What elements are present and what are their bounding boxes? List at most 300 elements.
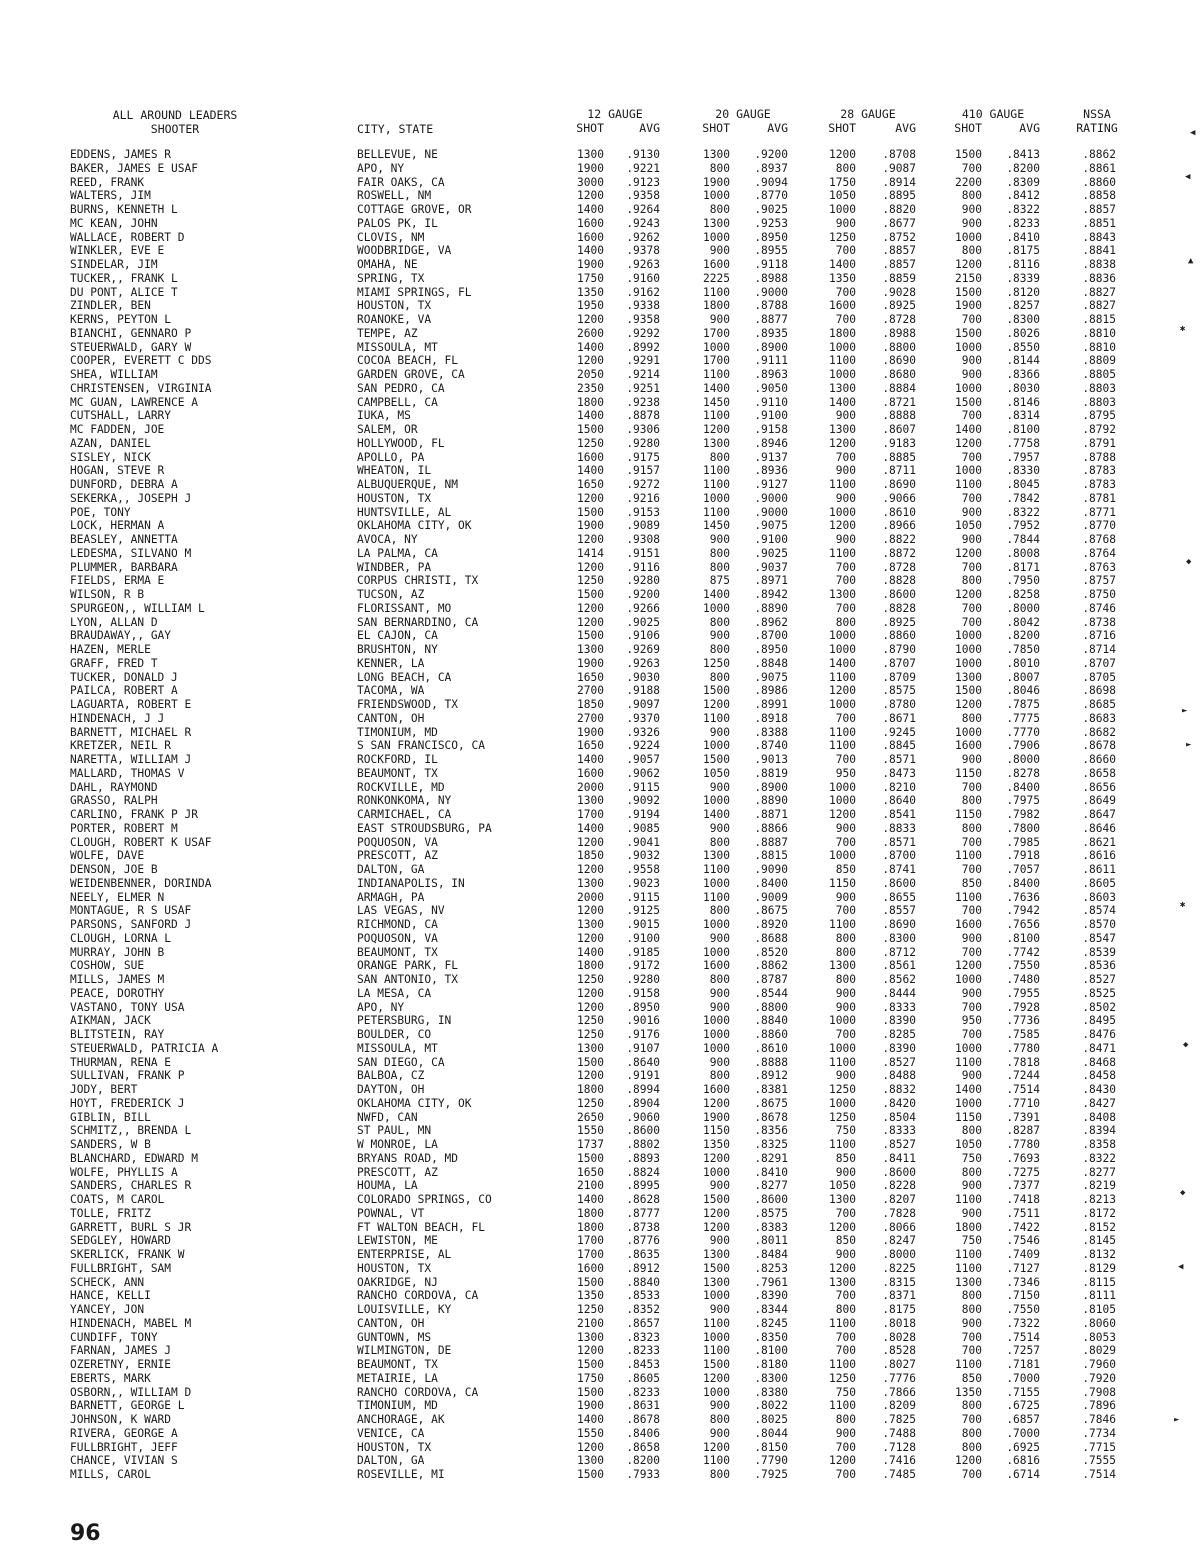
row-12-avg: .9378: [626, 244, 660, 258]
gauge-12-shot-header: SHOT: [576, 121, 604, 135]
row-name: GARRETT, BURL S JR: [70, 1220, 192, 1234]
edge-mark: ◆: [1186, 557, 1192, 567]
row-410-shot: 700: [961, 945, 982, 959]
row-12-shot: 1250: [577, 436, 604, 450]
row-12-avg: .8631: [626, 1399, 660, 1413]
row-20-avg: .8912: [754, 1069, 788, 1083]
row-28-avg: .8728: [882, 560, 916, 574]
table-row: [0, 1138, 1200, 1152]
row-20-shot: 1300: [703, 849, 730, 863]
row-28-avg: .8371: [882, 1289, 916, 1303]
row-410-avg: .7257: [1006, 1344, 1040, 1358]
row-name: MC FADDEN, JOE: [70, 423, 165, 436]
row-410-avg: .8314: [1006, 409, 1040, 423]
row-410-shot: 1000: [955, 464, 982, 478]
row-name: LOCK, HERMAN A: [70, 519, 165, 533]
row-28-avg: .9183: [882, 436, 916, 450]
table-row: [0, 849, 1200, 863]
row-12-avg: .9188: [626, 684, 660, 698]
row-12-shot: 1400: [577, 821, 604, 835]
row-410-shot: 900: [961, 533, 982, 546]
row-28-avg: .8390: [882, 1014, 916, 1028]
row-12-avg: .9243: [626, 216, 660, 230]
row-20-shot: 2225: [703, 271, 730, 285]
row-28-shot: 700: [835, 1330, 856, 1344]
row-rating: .8757: [1082, 574, 1116, 588]
row-12-shot: 1800: [577, 1206, 604, 1220]
gauge-20-avg-header: AVG: [767, 121, 788, 135]
row-20-avg: .8388: [754, 725, 788, 739]
row-410-avg: .6925: [1006, 1440, 1040, 1454]
row-12-shot: 1900: [577, 519, 604, 533]
row-12-avg: .8533: [626, 1289, 660, 1303]
table-row: [0, 1124, 1200, 1138]
row-20-shot: 1150: [703, 1124, 730, 1138]
table-row: [0, 588, 1200, 602]
row-20-avg: .8770: [754, 189, 788, 203]
row-20-avg: .8390: [754, 1289, 788, 1303]
row-410-avg: .7422: [1006, 1220, 1040, 1234]
row-28-avg: .8066: [882, 1220, 916, 1234]
row-410-shot: 1000: [955, 381, 982, 395]
row-name: SANDERS, CHARLES R: [70, 1179, 192, 1193]
row-city: PALOS PK, IL: [357, 216, 438, 230]
row-28-shot: 1200: [829, 436, 856, 450]
row-20-avg: .8819: [754, 766, 788, 780]
table-row: [0, 506, 1200, 520]
table-row: [0, 217, 1200, 231]
row-12-avg: .8605: [626, 1371, 660, 1385]
row-410-avg: .7780: [1006, 1041, 1040, 1055]
row-20-shot: 1500: [703, 684, 730, 698]
row-20-avg: .9037: [754, 560, 788, 574]
row-12-shot: 1200: [577, 1000, 604, 1014]
table-row: [0, 396, 1200, 410]
row-20-avg: .8410: [754, 1165, 788, 1179]
row-12-avg: .9153: [626, 505, 660, 519]
row-rating: .8803: [1082, 395, 1116, 409]
row-12-shot: 1600: [577, 766, 604, 780]
row-12-avg: .9308: [626, 533, 660, 546]
row-rating: .8527: [1082, 973, 1116, 986]
row-12-avg: .9194: [626, 808, 660, 821]
row-12-shot: 1200: [577, 1344, 604, 1358]
row-28-avg: .8709: [882, 670, 916, 684]
table-row: [0, 382, 1200, 396]
row-28-avg: .7416: [882, 1454, 916, 1468]
row-410-avg: .8171: [1006, 560, 1040, 574]
row-410-shot: 800: [961, 711, 982, 725]
row-28-avg: .8872: [882, 546, 916, 560]
row-28-shot: 1200: [829, 1454, 856, 1468]
row-name: POE, TONY: [70, 505, 131, 519]
row-12-avg: .8352: [626, 1303, 660, 1316]
table-row: [0, 1317, 1200, 1331]
row-28-avg: .8707: [882, 656, 916, 670]
row-20-avg: .8678: [754, 1110, 788, 1124]
row-20-shot: 1000: [703, 1014, 730, 1028]
row-12-shot: 1400: [577, 945, 604, 959]
row-city: PRESCOTT, AZ: [357, 849, 438, 863]
row-20-shot: 1000: [703, 1028, 730, 1041]
row-name: OZERETNY, ERNIE: [70, 1358, 172, 1371]
row-28-shot: 950: [835, 766, 856, 780]
row-410-shot: 900: [961, 216, 982, 230]
row-410-avg: .8258: [1006, 588, 1040, 601]
row-name: CLOUGH, LORNA L: [70, 931, 172, 945]
row-28-avg: .8741: [882, 863, 916, 876]
row-name: BURNS, KENNETH L: [70, 203, 178, 216]
row-28-shot: 1000: [829, 505, 856, 519]
row-city: BRUSHTON, NY: [357, 643, 438, 656]
row-20-avg: .8862: [754, 959, 788, 973]
row-28-shot: 1350: [829, 271, 856, 285]
row-28-avg: .8885: [882, 450, 916, 464]
row-28-avg: .8966: [882, 519, 916, 533]
row-28-shot: 1400: [829, 395, 856, 409]
row-city: OAKRIDGE, NJ: [357, 1275, 438, 1289]
row-410-avg: .8322: [1006, 505, 1040, 519]
row-city: HOLLYWOOD, FL: [357, 436, 445, 450]
row-city: APO, NY: [357, 161, 405, 175]
row-410-shot: 700: [961, 1028, 982, 1041]
row-410-shot: 1000: [955, 230, 982, 244]
table-row: [0, 1166, 1200, 1180]
row-20-avg: .8991: [754, 698, 788, 711]
row-20-avg: .9200: [754, 148, 788, 161]
row-12-shot: 1200: [577, 904, 604, 918]
row-410-shot: 1200: [955, 436, 982, 450]
row-20-shot: 1450: [703, 519, 730, 533]
row-name: COOPER, EVERETT C DDS: [70, 354, 212, 368]
row-name: SCHECK, ANN: [70, 1275, 145, 1289]
row-28-avg: .8600: [882, 1165, 916, 1179]
row-rating: .8658: [1082, 766, 1116, 780]
row-12-shot: 1650: [577, 739, 604, 753]
row-12-shot: 1850: [577, 698, 604, 711]
row-city: RANCHO CORDOVA, CA: [357, 1289, 479, 1303]
row-rating: .8570: [1082, 918, 1116, 931]
row-20-avg: .8245: [754, 1316, 788, 1330]
row-20-avg: .8100: [754, 1344, 788, 1358]
row-name: HANCE, KELLI: [70, 1289, 151, 1303]
row-12-shot: 1200: [577, 1069, 604, 1083]
row-28-avg: .8225: [882, 1261, 916, 1275]
row-410-shot: 1500: [955, 148, 982, 161]
row-410-shot: 850: [961, 1371, 982, 1385]
row-city: BEAUMONT, TX: [357, 1358, 438, 1371]
row-410-avg: .7181: [1006, 1358, 1040, 1371]
row-20-shot: 800: [709, 1413, 730, 1426]
row-12-shot: 1600: [577, 216, 604, 230]
table-row: [0, 148, 1200, 162]
row-28-shot: 900: [835, 1000, 856, 1014]
row-city: LOUISVILLE, KY: [357, 1303, 452, 1316]
row-name: CUTSHALL, LARRY: [70, 409, 172, 423]
row-12-shot: 1800: [577, 959, 604, 973]
row-12-shot: 1400: [577, 1413, 604, 1426]
row-20-shot: 800: [709, 615, 730, 629]
row-28-avg: .8752: [882, 230, 916, 244]
row-410-avg: .7955: [1006, 986, 1040, 1000]
table-row: [0, 258, 1200, 272]
row-20-shot: 900: [709, 1000, 730, 1014]
row-20-shot: 1300: [703, 1248, 730, 1261]
row-20-avg: .7790: [754, 1454, 788, 1468]
row-city: OKLAHOMA CITY, OK: [357, 1096, 472, 1110]
row-28-shot: 1400: [829, 656, 856, 670]
row-city: POQUOSON, VA: [357, 931, 438, 945]
row-20-avg: .8950: [754, 230, 788, 244]
row-name: COSHOW, SUE: [70, 959, 145, 973]
row-20-avg: .8936: [754, 464, 788, 478]
row-20-avg: .9000: [754, 505, 788, 519]
row-20-shot: 1100: [703, 505, 730, 519]
row-28-shot: 700: [835, 574, 856, 588]
row-rating: .8858: [1082, 189, 1116, 203]
row-410-shot: 850: [961, 876, 982, 890]
row-12-avg: .8628: [626, 1193, 660, 1206]
row-12-avg: .7933: [626, 1468, 660, 1481]
row-city: NWFD, CAN: [357, 1110, 418, 1124]
row-city: COLORADO SPRINGS, CO: [357, 1193, 492, 1206]
row-city: INDIANAPOLIS, IN: [357, 876, 465, 890]
table-row: [0, 1248, 1200, 1262]
row-20-shot: 1000: [703, 230, 730, 244]
row-410-shot: 700: [961, 491, 982, 505]
row-city: RANCHO CORDOVA, CA: [357, 1385, 479, 1399]
row-city: ROANOKE, VA: [357, 313, 432, 326]
row-12-shot: 2650: [577, 1110, 604, 1124]
row-city: WOODBRIDGE, VA: [357, 244, 452, 258]
row-rating: .8809: [1082, 354, 1116, 368]
row-20-shot: 1100: [703, 368, 730, 381]
row-city: LA MESA, CA: [357, 986, 432, 1000]
row-rating: .8322: [1082, 1151, 1116, 1165]
row-12-avg: .9358: [626, 313, 660, 326]
row-rating: .8857: [1082, 203, 1116, 216]
row-rating: .8029: [1082, 1344, 1116, 1358]
row-rating: .8841: [1082, 244, 1116, 258]
row-name: TUCKER,, FRANK L: [70, 271, 178, 285]
row-12-shot: 1650: [577, 670, 604, 684]
row-28-shot: 700: [835, 1206, 856, 1220]
row-city: DALTON, GA: [357, 863, 425, 876]
row-28-shot: 1100: [829, 1358, 856, 1371]
table-row: [0, 1427, 1200, 1441]
row-12-avg: .9338: [626, 299, 660, 313]
row-rating: .7734: [1082, 1426, 1116, 1440]
row-20-avg: .9025: [754, 546, 788, 560]
row-410-avg: .8116: [1006, 258, 1040, 271]
row-410-shot: 1900: [955, 299, 982, 313]
row-20-avg: .8962: [754, 615, 788, 629]
row-name: FARNAN, JAMES J: [70, 1344, 172, 1358]
row-12-avg: .9264: [626, 203, 660, 216]
row-20-avg: .9000: [754, 285, 788, 299]
row-410-avg: .7000: [1006, 1371, 1040, 1385]
row-20-avg: .8520: [754, 945, 788, 959]
row-rating: .8810: [1082, 340, 1116, 354]
table-row: [0, 946, 1200, 960]
row-20-shot: 1200: [703, 1440, 730, 1454]
row-12-avg: .9266: [626, 601, 660, 615]
row-12-avg: .9158: [626, 986, 660, 1000]
row-410-shot: 1150: [955, 1110, 982, 1124]
row-20-avg: .8150: [754, 1440, 788, 1454]
row-rating: .8682: [1082, 725, 1116, 739]
row-city: GUNTOWN, MS: [357, 1330, 432, 1344]
row-12-shot: 1300: [577, 876, 604, 890]
row-rating: .8172: [1082, 1206, 1116, 1220]
row-rating: .8838: [1082, 258, 1116, 271]
row-name: VASTANO, TONY USA: [70, 1000, 185, 1014]
table-row: [0, 877, 1200, 891]
row-20-avg: .8291: [754, 1151, 788, 1165]
row-12-avg: .9326: [626, 725, 660, 739]
row-rating: .8458: [1082, 1069, 1116, 1083]
row-city: MISSOULA, MT: [357, 340, 438, 354]
row-20-shot: 1000: [703, 945, 730, 959]
row-20-shot: 1100: [703, 863, 730, 876]
nssa-header: NSSA: [1083, 107, 1111, 121]
table-row: [0, 891, 1200, 905]
row-20-avg: .9009: [754, 890, 788, 904]
row-12-avg: .9238: [626, 395, 660, 409]
row-20-avg: .8788: [754, 299, 788, 313]
row-28-shot: 800: [835, 1303, 856, 1316]
row-12-avg: .9176: [626, 1028, 660, 1041]
row-28-avg: .8690: [882, 478, 916, 491]
table-row: [0, 1001, 1200, 1015]
row-city: HOUSTON, TX: [357, 1440, 432, 1454]
row-12-avg: .9224: [626, 739, 660, 753]
row-12-avg: .9115: [626, 890, 660, 904]
row-12-avg: .9116: [626, 560, 660, 574]
row-28-shot: 1050: [829, 189, 856, 203]
row-12-avg: .9115: [626, 780, 660, 794]
row-20-avg: .8946: [754, 436, 788, 450]
row-410-shot: 1500: [955, 395, 982, 409]
row-12-avg: .8992: [626, 340, 660, 354]
row-410-shot: 1100: [955, 1248, 982, 1261]
row-12-shot: 1300: [577, 148, 604, 161]
row-28-shot: 900: [835, 1248, 856, 1261]
row-name: SANDERS, W B: [70, 1138, 151, 1151]
row-410-avg: .6857: [1006, 1413, 1040, 1426]
row-12-shot: 1600: [577, 450, 604, 464]
row-12-shot: 1950: [577, 299, 604, 313]
table-row: [0, 643, 1200, 657]
row-12-shot: 1500: [577, 1468, 604, 1481]
row-rating: .8646: [1082, 821, 1116, 835]
row-28-shot: 1750: [829, 175, 856, 189]
row-410-avg: .7150: [1006, 1289, 1040, 1303]
row-28-avg: .8247: [882, 1234, 916, 1248]
row-city: METAIRIE, LA: [357, 1371, 438, 1385]
row-20-avg: .8848: [754, 656, 788, 670]
row-28-shot: 1000: [829, 340, 856, 354]
row-28-shot: 1400: [829, 258, 856, 271]
row-12-shot: 2000: [577, 780, 604, 794]
row-12-avg: .9162: [626, 285, 660, 299]
row-city: CANTON, OH: [357, 1316, 425, 1330]
row-rating: .8277: [1082, 1165, 1116, 1179]
row-410-avg: .6816: [1006, 1454, 1040, 1468]
row-rating: .8792: [1082, 423, 1116, 436]
row-28-shot: 750: [835, 1124, 856, 1138]
row-12-avg: .8738: [626, 1220, 660, 1234]
row-name: YANCEY, JON: [70, 1303, 145, 1316]
row-rating: .8791: [1082, 436, 1116, 450]
row-20-avg: .8011: [754, 1234, 788, 1248]
row-rating: .8843: [1082, 230, 1116, 244]
row-city: GARDEN GROVE, CA: [357, 368, 465, 381]
row-name: SPURGEON,, WILLIAM L: [70, 601, 205, 615]
row-410-avg: .8330: [1006, 464, 1040, 478]
table-row: [0, 272, 1200, 286]
row-410-shot: 1400: [955, 1083, 982, 1096]
row-410-avg: .7418: [1006, 1193, 1040, 1206]
row-410-avg: .8046: [1006, 684, 1040, 698]
row-410-shot: 750: [961, 1234, 982, 1248]
row-410-avg: .7636: [1006, 890, 1040, 904]
row-20-shot: 1500: [703, 1358, 730, 1371]
row-name: SEDGLEY, HOWARD: [70, 1234, 172, 1248]
row-12-shot: 1300: [577, 1330, 604, 1344]
gauge-410-header: 410 GAUGE: [961, 107, 1025, 121]
row-20-avg: .8383: [754, 1220, 788, 1234]
row-410-shot: 700: [961, 780, 982, 794]
row-12-avg: .9130: [626, 148, 660, 161]
row-20-shot: 1300: [703, 1275, 730, 1289]
row-name: BARNETT, GEORGE L: [70, 1399, 185, 1413]
row-city: VENICE, CA: [357, 1426, 425, 1440]
table-row: [0, 1289, 1200, 1303]
row-12-shot: 1500: [577, 1275, 604, 1289]
row-rating: .7908: [1082, 1385, 1116, 1399]
row-410-shot: 1050: [955, 519, 982, 533]
row-rating: .8685: [1082, 698, 1116, 711]
row-28-avg: .8562: [882, 973, 916, 986]
row-28-shot: 700: [835, 835, 856, 849]
table-row: [0, 1028, 1200, 1042]
row-20-shot: 1000: [703, 918, 730, 931]
shooter-header: SHOOTER: [150, 122, 200, 136]
row-12-avg: .9016: [626, 1014, 660, 1028]
row-name: CLOUGH, ROBERT K USAF: [70, 835, 212, 849]
row-rating: .8714: [1082, 643, 1116, 656]
row-12-shot: 1600: [577, 1261, 604, 1275]
table-row: [0, 808, 1200, 822]
row-name: HINDENACH, MABEL M: [70, 1316, 192, 1330]
table-row: [0, 341, 1200, 355]
row-20-shot: 1200: [703, 1206, 730, 1220]
row-rating: .8358: [1082, 1138, 1116, 1151]
row-28-shot: 700: [835, 285, 856, 299]
row-city: OMAHA, NE: [357, 258, 418, 271]
row-28-avg: .8018: [882, 1316, 916, 1330]
row-20-shot: 800: [709, 1468, 730, 1481]
row-12-avg: .8323: [626, 1330, 660, 1344]
row-28-shot: 1200: [829, 1220, 856, 1234]
row-28-shot: 1200: [829, 684, 856, 698]
row-20-avg: .8044: [754, 1426, 788, 1440]
row-28-avg: .8600: [882, 588, 916, 601]
row-20-avg: .8890: [754, 794, 788, 808]
row-410-shot: 1200: [955, 588, 982, 601]
row-410-shot: 800: [961, 1426, 982, 1440]
